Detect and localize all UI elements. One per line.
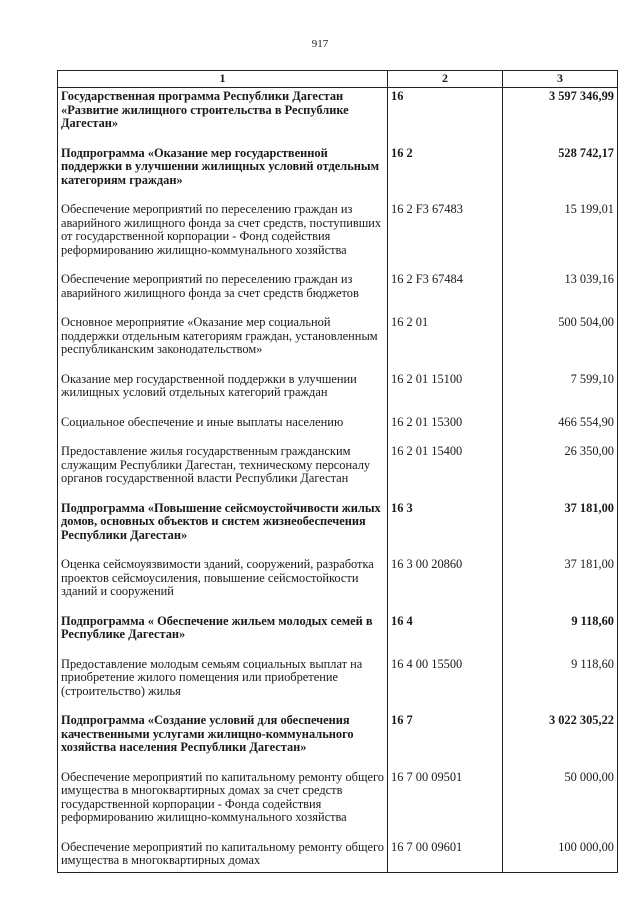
table-row xyxy=(58,445,618,502)
table-row xyxy=(58,841,618,873)
row-name-cell: Подпрограмма « Обеспечение жильем молодых семей в Республике Дагестан» xyxy=(58,615,388,658)
row-amount-cell: 3 022 305,22 xyxy=(503,714,618,771)
table-row xyxy=(58,273,618,316)
row-amount-cell: 37 181,00 xyxy=(503,558,618,615)
row-amount-cell: 500 504,00 xyxy=(503,316,618,373)
row-name-cell: Предоставление молодым семьям социальных выплат на приобретение жилого помещения или приобретение (строительство) жилья xyxy=(58,658,388,715)
table-row xyxy=(58,373,618,416)
row-code-cell: 16 2 01 15100 xyxy=(388,373,503,416)
row-amount-cell: 100 000,00 xyxy=(503,841,618,873)
table-row xyxy=(58,714,618,771)
row-code-cell: 16 2 01 xyxy=(388,316,503,373)
row-name-cell: Оказание мер государственной поддержки в улучшении жилищных условий отдельных категорий граждан xyxy=(58,373,388,416)
row-code-cell: 16 xyxy=(388,88,503,147)
row-name-cell: Обеспечение мероприятий по переселению граждан из аварийного жилищного фонда за счет средств, поступивших от государственной корпорации - Фонд содействия реформированию жилищно-коммунального хозяйства xyxy=(58,203,388,273)
row-name-cell: Предоставление жилья государственным гражданским служащим Республики Дагестан, техническому персоналу органов государственной власти Республики Дагестан xyxy=(58,445,388,502)
row-amount-cell: 26 350,00 xyxy=(503,445,618,502)
column-header-1: 1 xyxy=(58,71,388,88)
table-row xyxy=(58,147,618,204)
row-amount-cell: 9 118,60 xyxy=(503,658,618,715)
row-code-cell: 16 4 00 15500 xyxy=(388,658,503,715)
row-amount-cell: 9 118,60 xyxy=(503,615,618,658)
row-name-cell: Социальное обеспечение и иные выплаты населению xyxy=(58,416,388,446)
row-amount-cell: 3 597 346,99 xyxy=(503,88,618,147)
table-row xyxy=(58,502,618,559)
table-row xyxy=(58,203,618,273)
table-row xyxy=(58,658,618,715)
row-code-cell: 16 2 01 15400 xyxy=(388,445,503,502)
row-code-cell: 16 2 xyxy=(388,147,503,204)
row-amount-cell: 50 000,00 xyxy=(503,771,618,841)
row-code-cell: 16 2 01 15300 xyxy=(388,416,503,446)
header-row xyxy=(58,71,618,88)
row-code-cell: 16 3 00 20860 xyxy=(388,558,503,615)
budget-table xyxy=(57,70,618,873)
row-name-cell: Подпрограмма «Повышение сейсмоустойчивости жилых домов, основных объектов и систем жизнеобеспечения Республики Дагестан» xyxy=(58,502,388,559)
row-code-cell: 16 2 F3 67484 xyxy=(388,273,503,316)
row-code-cell: 16 3 xyxy=(388,502,503,559)
table-row xyxy=(58,416,618,446)
row-amount-cell: 37 181,00 xyxy=(503,502,618,559)
row-amount-cell: 7 599,10 xyxy=(503,373,618,416)
row-code-cell: 16 7 00 09601 xyxy=(388,841,503,873)
row-name-cell: Подпрограмма «Создание условий для обеспечения качественными услугами жилищно-коммунального хозяйства населения Республики Дагестан» xyxy=(58,714,388,771)
row-name-cell: Обеспечение мероприятий по переселению граждан из аварийного жилищного фонда за счет средств бюджетов xyxy=(58,273,388,316)
table-row xyxy=(58,558,618,615)
table-row xyxy=(58,88,618,147)
row-amount-cell: 13 039,16 xyxy=(503,273,618,316)
row-amount-cell: 466 554,90 xyxy=(503,416,618,446)
row-code-cell: 16 7 xyxy=(388,714,503,771)
table-body xyxy=(58,88,618,873)
table-row xyxy=(58,771,618,841)
row-code-cell: 16 2 F3 67483 xyxy=(388,203,503,273)
table-header xyxy=(58,71,618,88)
row-name-cell: Обеспечение мероприятий по капитальному ремонту общего имущества в многоквартирных домах за счет средств государственной корпорации - Фонда содействия реформированию жилищно-коммунального хозяйства xyxy=(58,771,388,841)
row-name-cell: Оценка сейсмоуязвимости зданий, сооружений, разработка проектов сейсмоусиления, повышение сейсмостойкости зданий и сооружений xyxy=(58,558,388,615)
column-header-3: 3 xyxy=(503,71,618,88)
row-name-cell: Государственная программа Республики Дагестан «Развитие жилищного строительства в Республике Дагестан» xyxy=(58,88,388,147)
row-name-cell: Основное мероприятие «Оказание мер социальной поддержки отдельным категориям граждан, установленным республиканским законодательством» xyxy=(58,316,388,373)
table-row xyxy=(58,316,618,373)
row-code-cell: 16 4 xyxy=(388,615,503,658)
row-name-cell: Подпрограмма «Оказание мер государственной поддержки в улучшении жилищных условий отдельным категориям граждан» xyxy=(58,147,388,204)
row-amount-cell: 528 742,17 xyxy=(503,147,618,204)
table-row xyxy=(58,615,618,658)
row-amount-cell: 15 199,01 xyxy=(503,203,618,273)
page-number: 917 xyxy=(311,38,329,50)
column-header-2: 2 xyxy=(388,71,503,88)
row-code-cell: 16 7 00 09501 xyxy=(388,771,503,841)
row-name-cell: Обеспечение мероприятий по капитальному ремонту общего имущества в многоквартирных домах xyxy=(58,841,388,873)
